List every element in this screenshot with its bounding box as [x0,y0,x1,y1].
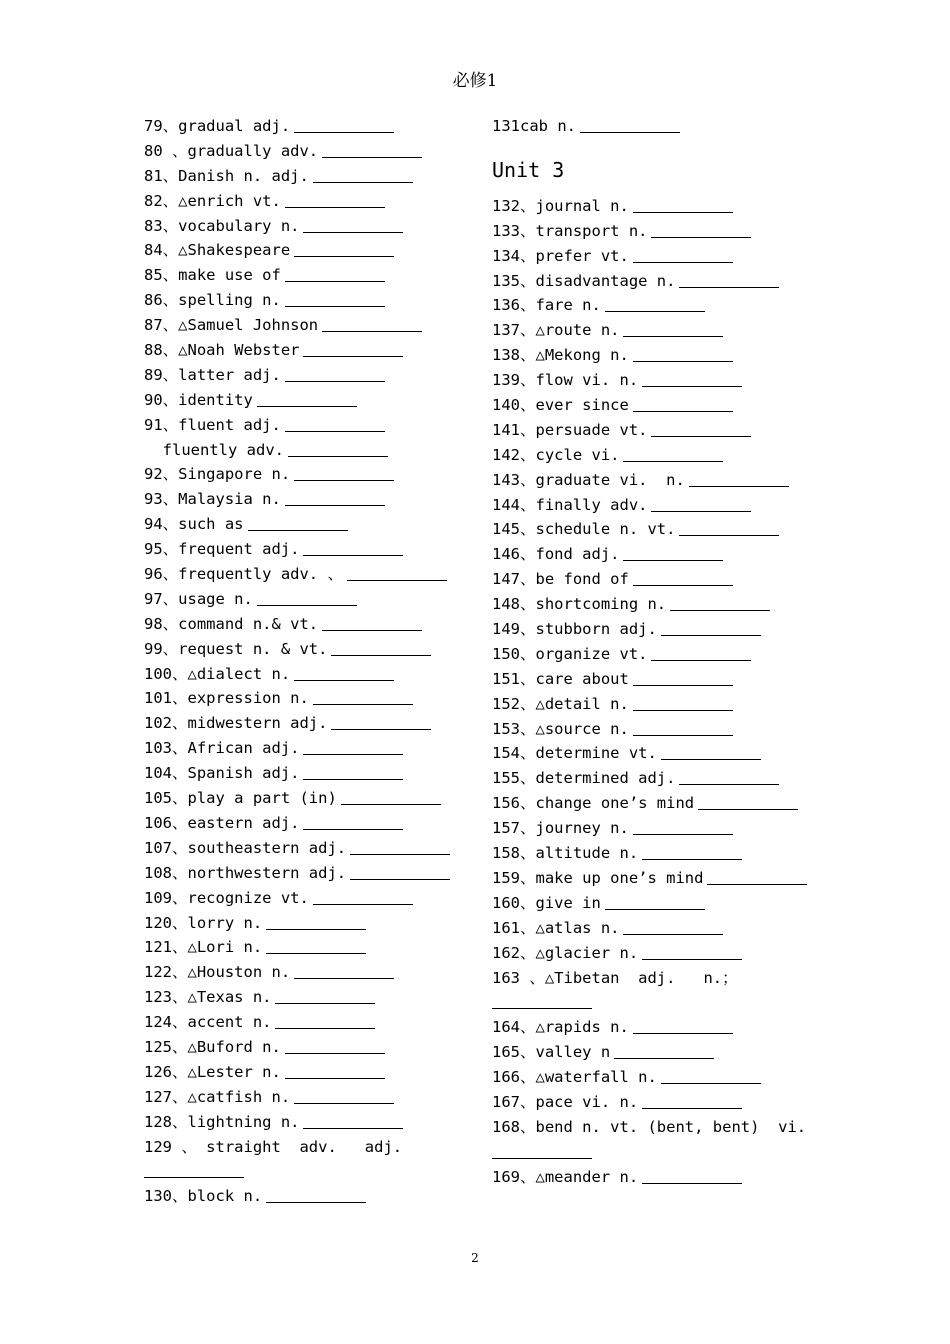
vocab-term: 84、△Shakespeare [144,241,291,260]
vocab-entry [492,343,822,368]
answer-blank[interactable] [679,522,779,536]
vocab-entry [144,1060,474,1085]
vocab-entry [492,493,822,518]
answer-blank[interactable] [313,691,413,705]
vocab-entry [144,1035,474,1060]
vocab-entry [492,1015,822,1040]
vocab-entry [144,960,474,985]
answer-blank[interactable] [285,1065,385,1079]
vocab-term: 101、expression n. [144,689,309,708]
vocab-term: 85、make use of [144,266,281,285]
vocab-term: 102、midwestern adj. [144,714,328,733]
answer-blank[interactable] [605,896,705,910]
vocab-entry [144,686,474,711]
vocab-term: 129 、 straight adv. adj. [144,1137,403,1156]
vocab-entry [492,717,822,742]
page-header: 必修1 [452,71,498,91]
vocab-term: 127、△catfish n. [144,1087,291,1106]
vocab-entry [492,219,822,244]
answer-blank[interactable] [642,1170,742,1184]
answer-blank[interactable] [303,766,403,780]
vocab-entry [492,1040,822,1065]
right-vocab-column [492,114,822,1190]
answer-blank[interactable] [285,194,385,208]
answer-blank[interactable] [294,667,394,681]
vocab-term: fluently adv. [144,440,284,459]
answer-blank[interactable] [313,891,413,905]
answer-blank[interactable] [294,1090,394,1104]
vocab-entry [492,791,822,816]
vocab-term: 94、such as [144,515,244,534]
answer-blank[interactable] [303,1115,403,1129]
vocab-term: 122、△Houston n. [144,963,291,982]
vocab-term: 106、eastern adj. [144,813,300,832]
answer-blank[interactable] [294,965,394,979]
vocab-entry [144,761,474,786]
answer-blank[interactable] [633,1020,733,1034]
vocab-term: 153、△source n. [492,719,629,738]
answer-blank[interactable] [633,821,733,835]
vocab-term: 99、request n. & vt. [144,639,328,658]
vocab-entry [492,443,822,468]
vocab-term: 144、finally adv. [492,495,648,514]
answer-blank[interactable] [266,1189,366,1203]
answer-blank[interactable] [679,771,779,785]
vocab-entry [144,811,474,836]
answer-blank[interactable] [266,916,366,930]
vocab-term: 147、be fond of [492,570,629,589]
vocab-entry [144,1085,474,1110]
vocab-term: 155、determined adj. [492,769,676,788]
vocab-entry [144,288,474,313]
vocab-entry [492,990,822,1015]
vocab-entry [144,537,474,562]
vocab-term: 124、accent n. [144,1013,272,1032]
vocab-term: 96、frequently adv. 、 [144,565,343,584]
vocab-entry [144,1110,474,1135]
vocab-entry [492,692,822,717]
vocab-term: 156、change one’s mind [492,794,695,813]
vocab-entry [144,487,474,512]
vocab-term: 162、△glacier n. [492,943,639,962]
vocab-entry [144,562,474,587]
vocab-entry [144,861,474,886]
answer-blank[interactable] [322,617,422,631]
answer-blank[interactable] [651,224,751,238]
vocab-entry [144,413,474,438]
vocab-entry [492,592,822,617]
vocab-term: 152、△detail n. [492,694,629,713]
answer-blank[interactable] [294,119,394,133]
vocab-entry [492,1140,822,1165]
vocab-term: 141、persuade vt. [492,420,648,439]
vocab-entry [492,891,822,916]
vocab-entry [492,866,822,891]
vocab-entry [144,587,474,612]
vocab-term: 145、schedule n. vt. [492,520,676,539]
vocab-term: 121、△Lori n. [144,938,263,957]
vocab-term: 108、northwestern adj. [144,863,347,882]
answer-blank[interactable] [623,323,723,337]
vocab-entry [492,293,822,318]
vocab-entry [492,941,822,966]
vocab-term: 135、disadvantage n. [492,271,676,290]
answer-blank[interactable] [285,293,385,307]
answer-blank[interactable] [313,169,413,183]
vocab-entry [492,418,822,443]
answer-blank[interactable] [623,547,723,561]
vocab-term: 88、△Noah Webster [144,341,300,360]
vocab-term: 154、determine vt. [492,744,657,763]
vocab-term: 89、latter adj. [144,365,281,384]
vocab-term: 138、△Mekong n. [492,346,629,365]
vocab-entry [492,642,822,667]
answer-blank[interactable] [661,622,761,636]
vocab-entry [144,911,474,936]
answer-blank[interactable] [294,243,394,257]
vocab-entry [144,886,474,911]
answer-blank[interactable] [642,1095,742,1109]
vocab-term: 161、△atlas n. [492,918,620,937]
answer-blank[interactable] [623,921,723,935]
vocab-term: 92、Singapore n. [144,465,291,484]
vocab-entry [144,637,474,662]
vocab-term: 166、△waterfall n. [492,1068,657,1087]
answer-blank[interactable] [633,722,733,736]
vocab-entry [144,313,474,338]
vocab-term: 126、△Lester n. [144,1062,281,1081]
answer-blank[interactable] [294,467,394,481]
vocab-entry [492,269,822,294]
vocab-entry [144,935,474,960]
answer-blank[interactable] [651,498,751,512]
vocab-term: 169、△meander n. [492,1167,639,1186]
answer-blank[interactable] [633,348,733,362]
vocab-term: 80 、gradually adv. [144,141,319,160]
answer-blank[interactable] [642,373,742,387]
vocab-term: 125、△Buford n. [144,1037,281,1056]
answer-blank[interactable] [623,448,723,462]
vocab-entry [492,244,822,269]
vocab-term: 128、lightning n. [144,1112,300,1131]
vocab-term: 157、journey n. [492,819,629,838]
vocab-entry [492,114,822,139]
answer-blank[interactable] [605,298,705,312]
vocab-term: 134、prefer vt. [492,246,629,265]
vocab-term: 130、block n. [144,1187,263,1206]
answer-blank[interactable] [492,1145,592,1159]
vocab-term: 90、identity [144,390,253,409]
vocab-entry [144,114,474,139]
vocab-entry [144,662,474,687]
vocab-term: 83、vocabulary n. [144,216,300,235]
answer-blank[interactable] [303,816,403,830]
answer-blank[interactable] [303,343,403,357]
vocab-entry [144,786,474,811]
vocab-entry [492,667,822,692]
vocab-term: 143、graduate vi. n. [492,470,685,489]
vocab-term: 120、lorry n. [144,913,263,932]
vocab-term: 104、Spanish adj. [144,764,300,783]
answer-blank[interactable] [303,219,403,233]
vocab-entry [144,338,474,363]
vocab-term: 149、stubborn adj. [492,620,657,639]
vocab-term: 150、organize vt. [492,644,648,663]
vocab-entry [144,238,474,263]
answer-blank[interactable] [651,647,751,661]
answer-blank[interactable] [322,318,422,332]
answer-blank[interactable] [257,393,357,407]
answer-blank[interactable] [689,473,789,487]
vocab-term: 151、care about [492,669,629,688]
vocab-entry [492,368,822,393]
vocab-term: 142、cycle vi. [492,445,620,464]
answer-blank[interactable] [492,995,592,1009]
vocab-entry [144,736,474,761]
vocab-entry [492,741,822,766]
vocab-entry [144,164,474,189]
answer-blank[interactable] [144,1164,244,1178]
vocab-entry [144,214,474,239]
vocab-entry [144,836,474,861]
answer-blank[interactable] [642,946,742,960]
vocab-entry [492,816,822,841]
vocab-entry [144,363,474,388]
answer-blank[interactable] [248,517,348,531]
answer-blank[interactable] [331,716,431,730]
vocab-entry [492,1115,822,1140]
vocab-entry [144,1135,474,1160]
answer-blank[interactable] [698,796,798,810]
answer-blank[interactable] [633,199,733,213]
vocab-entry [492,966,822,991]
answer-blank[interactable] [642,846,742,860]
vocab-entry [492,567,822,592]
vocab-entry [492,916,822,941]
answer-blank[interactable] [275,990,375,1004]
vocab-entry [144,612,474,637]
answer-blank[interactable] [288,443,388,457]
answer-blank[interactable] [633,249,733,263]
answer-blank[interactable] [285,492,385,506]
vocab-entry [492,1065,822,1090]
answer-blank[interactable] [661,1070,761,1084]
vocab-entry [492,194,822,219]
answer-blank[interactable] [661,746,761,760]
answer-blank[interactable] [707,871,807,885]
vocab-entry [144,1010,474,1035]
vocab-entry [144,189,474,214]
vocab-term: 87、△Samuel Johnson [144,316,319,335]
vocab-entry [144,388,474,413]
vocab-term: 86、spelling n. [144,291,281,310]
vocab-term: 109、recognize vt. [144,888,309,907]
vocab-term: 91、fluent adj. [144,415,281,434]
answer-blank[interactable] [350,866,450,880]
page-number: 2 [471,1251,479,1265]
vocab-entry [492,841,822,866]
vocab-entry [492,1165,822,1190]
vocab-entry [144,462,474,487]
vocab-term: 148、shortcoming n. [492,595,667,614]
vocab-term: 164、△rapids n. [492,1018,629,1037]
vocab-term: 132、journal n. [492,196,629,215]
vocab-term: 100、△dialect n. [144,664,291,683]
answer-blank[interactable] [633,697,733,711]
answer-blank[interactable] [633,572,733,586]
answer-blank[interactable] [633,672,733,686]
vocab-term: 168、bend n. vt. (bent, bent) vi. [492,1117,807,1136]
answer-blank[interactable] [331,642,431,656]
answer-blank[interactable] [341,791,441,805]
answer-blank[interactable] [303,542,403,556]
answer-blank[interactable] [285,418,385,432]
vocab-term: 158、altitude n. [492,844,639,863]
unit-heading: Unit 3 [492,157,565,182]
answer-blank[interactable] [322,144,422,158]
left-vocab-column [144,114,474,1209]
answer-blank[interactable] [285,268,385,282]
vocab-term: 123、△Texas n. [144,988,272,1007]
vocab-entry [144,711,474,736]
answer-blank[interactable] [285,1040,385,1054]
vocab-entry [492,1090,822,1115]
vocab-term: 79、gradual adj. [144,117,291,135]
answer-blank[interactable] [266,940,366,954]
answer-blank[interactable] [285,368,385,382]
vocab-term: 137、△route n. [492,321,620,340]
vocab-entry [492,393,822,418]
vocab-term: 139、flow vi. n. [492,371,639,390]
answer-blank[interactable] [614,1045,714,1059]
vocab-term: 160、give in [492,893,601,912]
vocab-entry [144,139,474,164]
answer-blank[interactable] [633,398,733,412]
answer-blank[interactable] [651,423,751,437]
vocab-entry [492,318,822,343]
vocab-term: 163 、△Tibetan adj. n.； [492,968,738,987]
vocab-term: 98、command n.& vt. [144,614,319,633]
vocab-term: 140、ever since [492,396,629,415]
vocab-term: 146、fond adj. [492,545,620,564]
vocab-term: 159、make up one’s mind [492,868,704,887]
answer-blank[interactable] [275,1015,375,1029]
vocab-term: 95、frequent adj. [144,540,300,559]
vocab-term: 165、valley n [492,1043,611,1062]
vocab-term: 105、play a part (in) [144,789,337,808]
vocab-term: 81、Danish n. adj. [144,166,309,185]
answer-blank[interactable] [257,592,357,606]
vocab-entry [492,542,822,567]
vocab-entry [492,468,822,493]
vocab-term: 103、African adj. [144,739,300,758]
vocab-term: 131cab n. [492,117,576,135]
vocab-entry [492,617,822,642]
vocab-term: 136、fare n. [492,296,601,315]
answer-blank[interactable] [670,597,770,611]
vocab-entry [144,985,474,1010]
vocab-term: 93、Malaysia n. [144,490,281,509]
vocab-term: 97、usage n. [144,589,253,608]
vocab-entry [492,517,822,542]
answer-blank[interactable] [580,119,680,133]
vocab-entry [144,1184,474,1209]
vocab-term: 167、pace vi. n. [492,1092,639,1111]
vocab-term: 82、△enrich vt. [144,191,281,210]
answer-blank[interactable] [679,274,779,288]
answer-blank[interactable] [350,841,450,855]
answer-blank[interactable] [303,741,403,755]
vocab-entry [492,766,822,791]
vocab-entry [144,438,474,463]
answer-blank[interactable] [347,567,447,581]
vocab-term: 133、transport n. [492,221,648,240]
vocab-entry [144,512,474,537]
vocab-term: 107、southeastern adj. [144,838,347,857]
vocab-entry [144,263,474,288]
vocab-entry [144,1159,474,1184]
